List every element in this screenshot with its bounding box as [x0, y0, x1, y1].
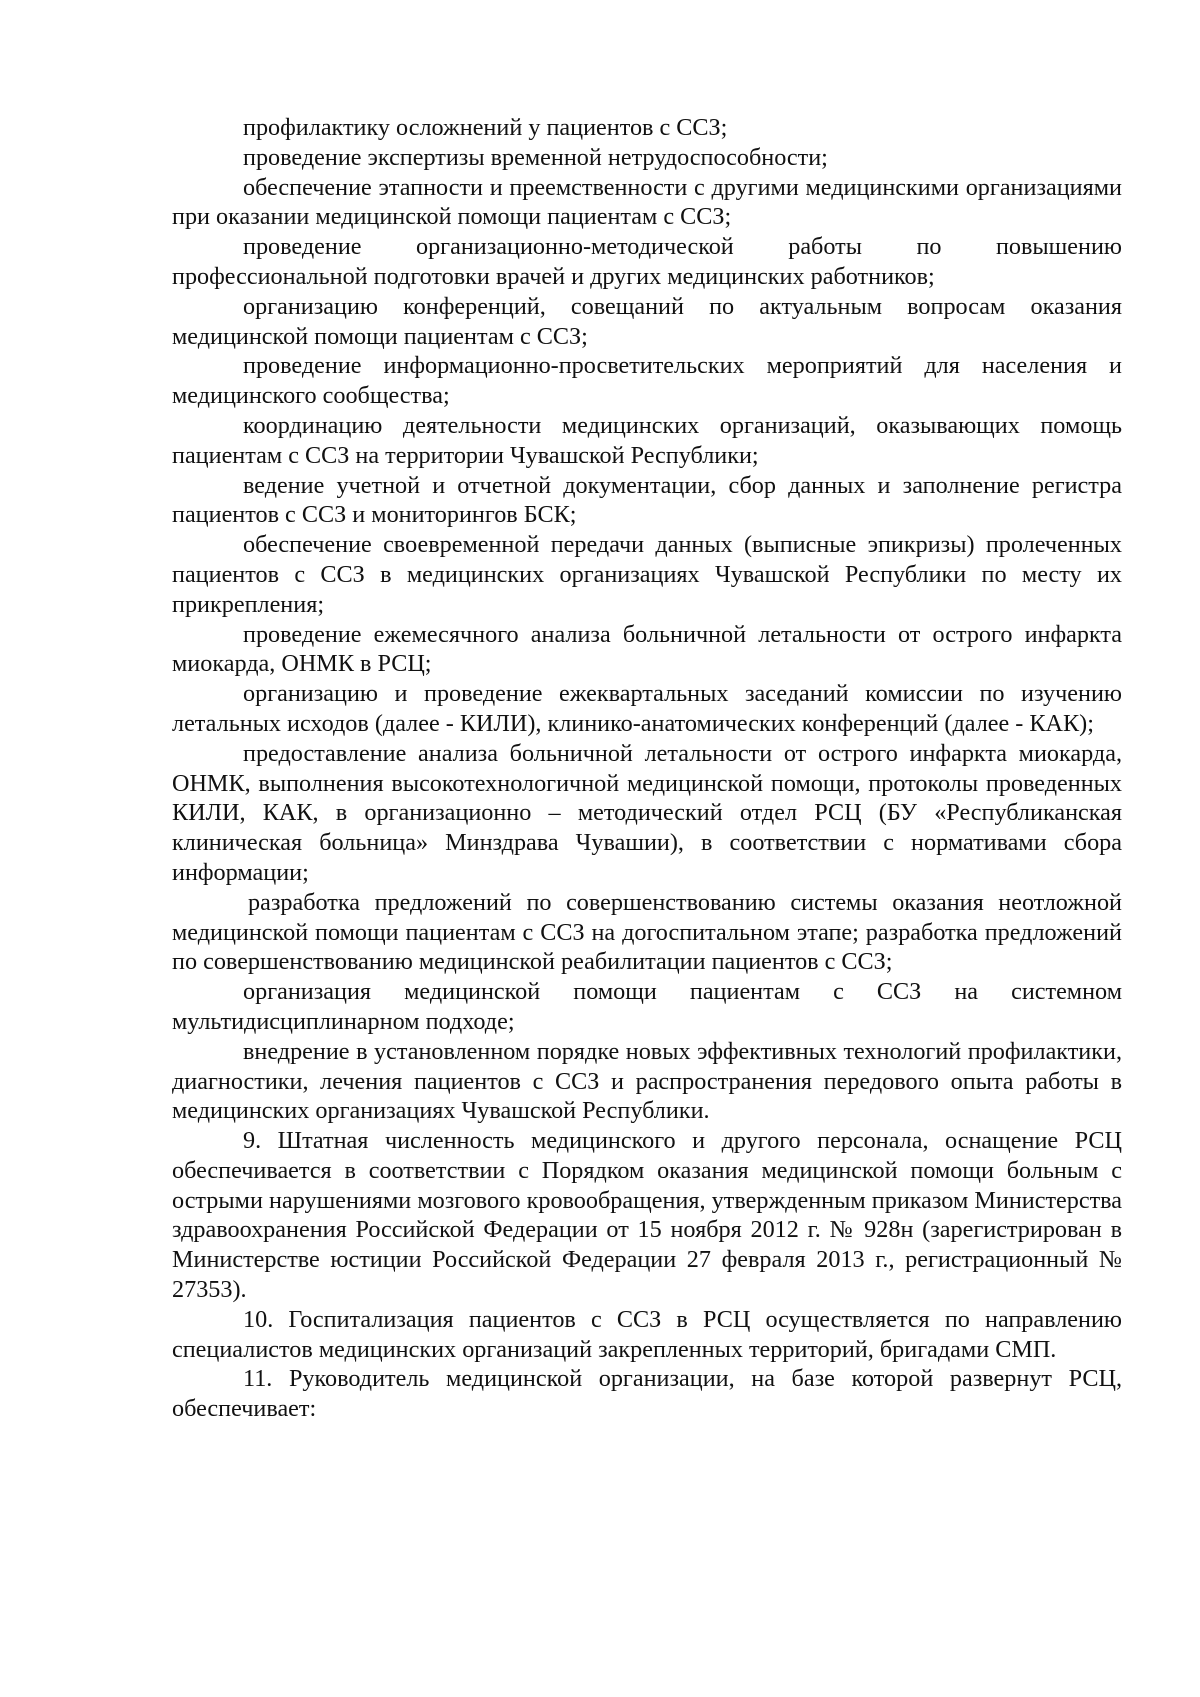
- paragraph-complication-prevention: профилактику осложнений у пациентов с ССЗ;: [243, 114, 728, 141]
- paragraph-continuity-of-care: обеспечение этапности и преемственности с другими медицинскими организациями при оказании медицинской помощи пациентам с ССЗ;: [172, 173, 1122, 231]
- paragraph-data-transfer: обеспечение своевременной передачи данных (выписные эпикризы) пролеченных пациентов с ССЗ в медицинских организациях Чувашской Республики по месту их прикрепления;: [172, 531, 1122, 618]
- paragraph-disability-expertise: проведение экспертизы временной нетрудоспособности;: [243, 143, 828, 171]
- document-page: [172, 113, 1122, 1424]
- paragraph-monthly-analysis: проведение ежемесячного анализа больничной летальности от острого инфаркта миокарда, ОНМК в РСЦ;: [172, 620, 1122, 678]
- paragraph-methodical-work: проведение организационно-методической работы по повышению профессиональной подготовки врачей и других медицинских работников;: [172, 233, 1122, 290]
- paragraph-section-10: 10. Госпитализация пациентов с ССЗ в РСЦ осуществляется по направлению специалистов медицинских организаций закрепленных территорий, бригадами СМП.: [172, 1305, 1122, 1363]
- paragraph-public-education: проведение информационно-просветительских мероприятий для населения и медицинского сообщества;: [172, 352, 1122, 410]
- paragraph-mortality-report: предоставление анализа больничной летальности от острого инфаркта миокарда, ОНМК, выполнения высокотехнологичной медицинской помощи, протоколы проведенных КИЛИ, КАК, в организационно – методический отдел РСЦ (БУ «Республиканская клиническая больница» Минздрава Чувашии), в соответствии с нормативами сбора информации;: [172, 739, 1122, 886]
- paragraph-new-technologies: внедрение в установленном порядке новых эффективных технологий профилактики, диагностики, лечения пациентов с ССЗ и распространения передового опыта работы в медицинских организациях Чувашской Республики.: [172, 1037, 1122, 1125]
- paragraph-section-11: 11. Руководитель медицинской организации, на базе которой развернут РСЦ, обеспечивает:: [172, 1365, 1122, 1423]
- paragraph-section-9: 9. Штатная численность медицинского и другого персонала, оснащение РСЦ обеспечивается в соответствии с Порядком оказания медицинской помощи больным с острыми нарушениями мозгового кровообращения, утвержденным приказом Министерства здравоохранения Российской Федерации от 15 ноября 2012 г. № 928н (зарегистрирован в Министерстве юстиции Российской Федерации 27 февраля 2013 г., регистрационный № 27353).: [172, 1127, 1122, 1304]
- paragraph-improvement-proposals: разработка предложений по совершенствованию системы оказания неотложной медицинской помощи пациентам с ССЗ на догоспитальном этапе; разработка предложений по совершенствованию медицинской реабилитации пациентов с ССЗ;: [172, 888, 1122, 976]
- paragraph-multidisciplinary-care: организация медицинской помощи пациентам с ССЗ на системном мультидисциплинарном подходе;: [172, 978, 1122, 1035]
- paragraph-coordination: координацию деятельности медицинских организаций, оказывающих помощь пациентам с ССЗ на территории Чувашской Республики;: [172, 411, 1122, 469]
- paragraph-conferences: организацию конференций, совещаний по актуальным вопросам оказания медицинской помощи пациентам с ССЗ;: [172, 292, 1122, 350]
- paragraph-registry: ведение учетной и отчетной документации, сбор данных и заполнение регистра пациентов с ССЗ и мониторингов БСК;: [172, 471, 1122, 529]
- paragraph-quarterly-meetings: организацию и проведение ежеквартальных заседаний комиссии по изучению летальных исходов (далее - КИЛИ), клинико-анатомических конференций (далее - КАК);: [172, 680, 1122, 737]
